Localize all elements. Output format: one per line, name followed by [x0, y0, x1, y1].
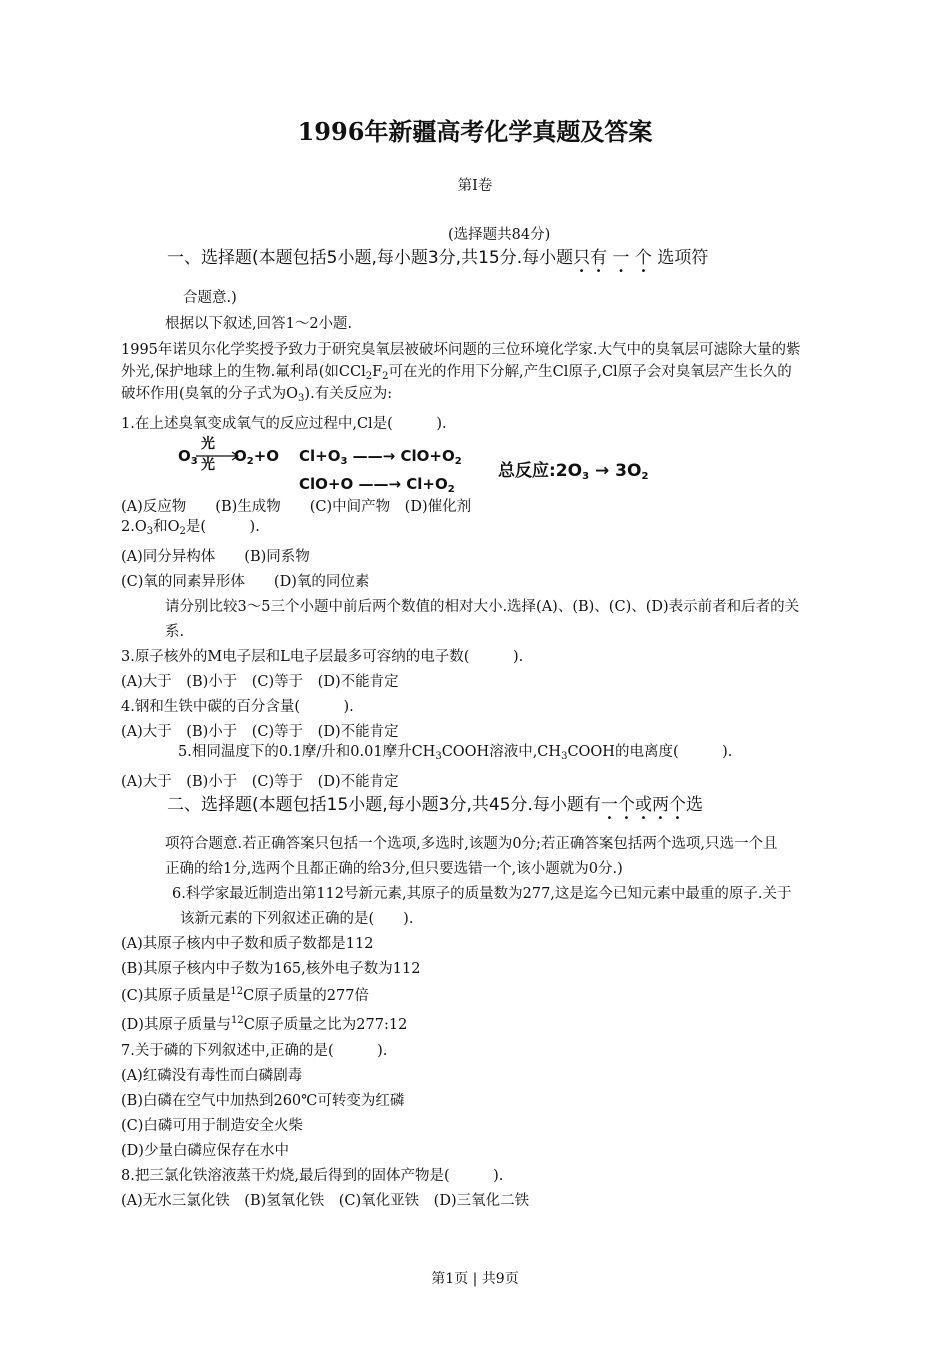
- question-6-option: (C)其原子质量是$^{12}$C原子质量的277倍: [121, 986, 369, 1004]
- emph-char: 只: [573, 248, 591, 268]
- section1-heading-cont: 合题意.): [183, 290, 237, 306]
- question-1: 1.在上述臭氧变成氧气的反应过程中,Cl是( ).: [121, 416, 447, 432]
- passage-line: 破坏作用(臭氧的分子式为$O_3$).有关反应为:: [121, 386, 393, 404]
- question-2-options: (C)氧的同素异形体 (D)氧的同位素: [121, 574, 370, 590]
- question-4-options: (A)大于 (B)小于 (C)等于 (D)不能肯定: [121, 724, 399, 740]
- question-6-option: (A)其原子核内中子数和质子数都是112: [121, 936, 374, 952]
- emph-char: 或: [634, 795, 652, 815]
- question-6: 6.科学家最近制造出第112号新元素,其原子的质量数为277,这是迄今已知元素中最重的原子.关于: [172, 886, 792, 902]
- compare-instruction: 请分别比较3～5三个小题中前后两个数值的相对大小.选择(A)、(B)、(C)、(D)表示前者和后者的关: [165, 599, 800, 615]
- section1-heading: 一、选择题(本题包括5小题,每小题3分,共15分.每小题只有 一 个 选项符: [167, 248, 709, 268]
- question-6: 该新元素的下列叙述正确的是( ).: [180, 911, 414, 927]
- emph-char: 一: [612, 248, 630, 268]
- section2-note: 正确的给1分,选两个且都正确的给3分,但只要选错一个,该小题就为0分.): [165, 861, 623, 877]
- question-7-option: (C)白磷可用于制造安全火柴: [121, 1118, 303, 1134]
- question-4: 4.钢和生铁中碳的百分含量( ).: [121, 699, 354, 715]
- emph-char: 一: [600, 795, 618, 815]
- emph-char: 个: [668, 795, 686, 815]
- question-6-option: (D)其原子质量与$^{12}$C原子质量之比为277:12: [121, 1015, 408, 1033]
- score-note: (选择题共84分): [448, 227, 551, 243]
- question-3: 3.原子核外的M电子层和L电子层最多可容纳的电子数( ).: [121, 649, 524, 665]
- reaction-1-products: $O_2+O$: [234, 447, 280, 467]
- intro-text: 根据以下叙述,回答1～2小题.: [165, 316, 353, 332]
- emph-char: 个: [634, 248, 652, 268]
- question-8: 8.把三氯化铁溶液蒸干灼烧,最后得到的固体产物是( ).: [121, 1168, 504, 1184]
- question-7-option: (A)红磷没有毒性而白磷剧毒: [121, 1068, 303, 1084]
- passage-line: 1995年诺贝尔化学奖授予致力于研究臭氧层被破坏问题的三位环境化学家.大气中的臭氧层可滤除大量的紫: [121, 342, 801, 358]
- question-6-option: (B)其原子核内中子数为165,核外电子数为112: [121, 961, 421, 977]
- question-7-option: (D)少量白磷应保存在水中: [121, 1143, 289, 1159]
- emph-char: 有: [590, 248, 608, 268]
- question-5-options: (A)大于 (B)小于 (C)等于 (D)不能肯定: [121, 774, 399, 790]
- question-2-options: (A)同分异构体 (B)同系物: [121, 549, 310, 565]
- compare-instruction: 系.: [165, 624, 185, 640]
- question-8-options: (A)无水三氯化铁 (B)氢氧化铁 (C)氧化亚铁 (D)三氧化二铁: [121, 1193, 530, 1209]
- question-2: $2.O_3$和$O_2$是( ).: [121, 519, 260, 537]
- reaction-3: ClO+O ——→ $Cl+O_2$: [299, 475, 455, 495]
- section2-heading: 二、选择题(本题包括15小题,每小题3分,共45分.每小题有一个或两个选: [167, 795, 703, 815]
- emph-char: 个: [617, 795, 635, 815]
- reaction-1: $O_3$: [178, 447, 198, 467]
- passage-line: 外光,保护地球上的生物.氟利昂(如$CCl_2F_2$可在光的作用下分解,产生Cl原子,Cl原子会对臭氧层产生长久的: [121, 364, 792, 382]
- volume-label: 第I卷: [457, 178, 493, 194]
- question-7: 7.关于磷的下列叙述中,正确的是( ).: [121, 1043, 388, 1059]
- question-7-option: (B)白磷在空气中加热到260℃可转变为红磷: [121, 1093, 405, 1109]
- light-label: 光: [201, 436, 215, 452]
- total-reaction: 总反应$:2O_3 \to 3O_2$: [498, 461, 649, 482]
- question-3-options: (A)大于 (B)小于 (C)等于 (D)不能肯定: [121, 674, 399, 690]
- page-title: 1996年新疆高考化学真题及答案: [297, 117, 653, 146]
- section2-note: 项符合题意.若正确答案只包括一个选项,多选时,该题为0分;若正确答案包括两个选项,只选一个且: [165, 836, 778, 852]
- question-1-options: (A)反应物 (B)生成物 (C)中间产物 (D)催化剂: [121, 499, 472, 515]
- reaction-2: $Cl+O_3$ ——→ $ClO+O_2$: [299, 447, 462, 467]
- page-footer: 第1页 | 共9页: [431, 1271, 519, 1287]
- question-5: 5.相同温度下的0.1摩/升和0.01摩升$CH_3COOH$溶液中$,CH_3COOH$的电离度( ).: [178, 744, 733, 762]
- light-label: 光: [201, 457, 215, 473]
- emph-char: 两: [651, 795, 669, 815]
